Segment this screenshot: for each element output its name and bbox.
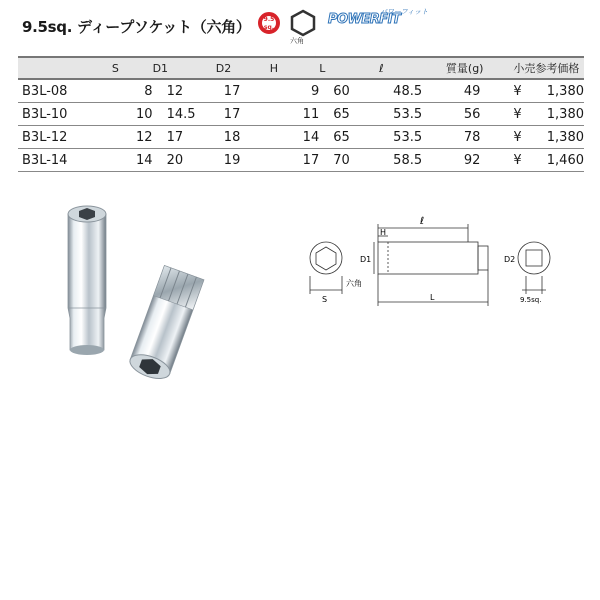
cell-d2: 19 — [216, 149, 270, 172]
col-header-d2-label: D2 — [215, 61, 232, 75]
cell-l: 60 — [319, 79, 379, 103]
cell-ell: 53.5 — [379, 103, 446, 126]
cell-yen: ¥ — [513, 126, 532, 149]
cell-name: B3L-12 — [18, 126, 112, 149]
cell-name: B3L-14 — [18, 149, 112, 172]
powerfit-logo: POWERFIT — [328, 12, 401, 27]
cell-h: 14 — [270, 126, 319, 149]
col-header-l: L — [319, 57, 379, 79]
col-header-ell: ℓ — [379, 57, 446, 79]
dim-s: S — [322, 295, 328, 304]
cell-mass: 49 — [446, 79, 513, 103]
drive-size-badge — [258, 12, 280, 34]
cell-d2: 17 — [216, 103, 270, 126]
cell-l: 65 — [319, 103, 379, 126]
cell-d1: 14.5 — [153, 103, 216, 126]
cell-l: 70 — [319, 149, 379, 172]
col-header-mass: 質量(g) — [446, 57, 513, 79]
dim-d2: D2 — [504, 255, 516, 264]
col-header-d2 — [216, 57, 270, 79]
cell-s: 8 — [112, 79, 153, 103]
dim-drive: 9.5sq. — [520, 296, 542, 304]
col-header-price: 小売参考価格 — [513, 57, 584, 79]
cell-d1: 20 — [153, 149, 216, 172]
cell-price: 1,460 — [532, 149, 584, 172]
end-view-square — [526, 250, 542, 266]
cell-price: 1,380 — [532, 126, 584, 149]
dim-l: L — [430, 293, 435, 302]
hex-label: 六角 — [290, 37, 304, 45]
cell-h: 11 — [270, 103, 319, 126]
dim-h: H — [380, 228, 387, 237]
powerfit-logo-sub: パワーフィット — [380, 8, 429, 16]
cell-mass: 78 — [446, 126, 513, 149]
side-view-body — [378, 242, 478, 274]
table-header-row — [18, 57, 584, 79]
table-row — [18, 149, 584, 172]
cell-d1: 17 — [153, 126, 216, 149]
socket-tall — [68, 206, 106, 355]
cell-yen: ¥ — [513, 149, 532, 172]
col-header-h: H — [270, 57, 319, 79]
socket-photo — [38, 200, 238, 390]
cell-d1: 12 — [153, 79, 216, 103]
cell-price: 1,380 — [532, 103, 584, 126]
cell-l: 65 — [319, 126, 379, 149]
dim-d1: D1 — [360, 255, 372, 264]
table-row — [18, 126, 584, 149]
product-title: 9.5sq. ディープソケット（六角） — [22, 18, 251, 36]
table-row — [18, 79, 584, 103]
cell-s: 12 — [112, 126, 153, 149]
badge-size-top: 9.5 — [263, 16, 275, 23]
cell-yen: ¥ — [513, 79, 532, 103]
cell-ell: 58.5 — [379, 149, 446, 172]
dim-ell: ℓ — [420, 216, 425, 227]
cell-price: 1,380 — [532, 79, 584, 103]
col-header-name — [18, 57, 112, 79]
dim-hex-label: 六角 — [346, 279, 362, 288]
cell-ell: 48.5 — [379, 79, 446, 103]
cell-d2: 17 — [216, 79, 270, 103]
cell-s: 10 — [112, 103, 153, 126]
page-header — [22, 6, 582, 46]
table-row — [18, 103, 584, 126]
cell-mass: 56 — [446, 103, 513, 126]
col-header-d1-label: D1 — [152, 61, 169, 75]
end-view-square-circle — [518, 242, 550, 274]
dimension-diagram — [298, 210, 566, 320]
socket-angled — [127, 265, 204, 383]
cell-name: B3L-10 — [18, 103, 112, 126]
end-view-hex — [316, 247, 336, 270]
cell-h: 9 — [270, 79, 319, 103]
cell-name: B3L-08 — [18, 79, 112, 103]
spec-table — [18, 56, 584, 172]
cell-yen: ¥ — [513, 103, 532, 126]
col-header-s: S — [112, 57, 153, 79]
col-header-d1 — [153, 57, 216, 79]
cell-mass: 92 — [446, 149, 513, 172]
badge-size-bottom: sq. — [263, 24, 275, 31]
cell-d2: 18 — [216, 126, 270, 149]
cell-h: 17 — [270, 149, 319, 172]
cell-ell: 53.5 — [379, 126, 446, 149]
cell-s: 14 — [112, 149, 153, 172]
